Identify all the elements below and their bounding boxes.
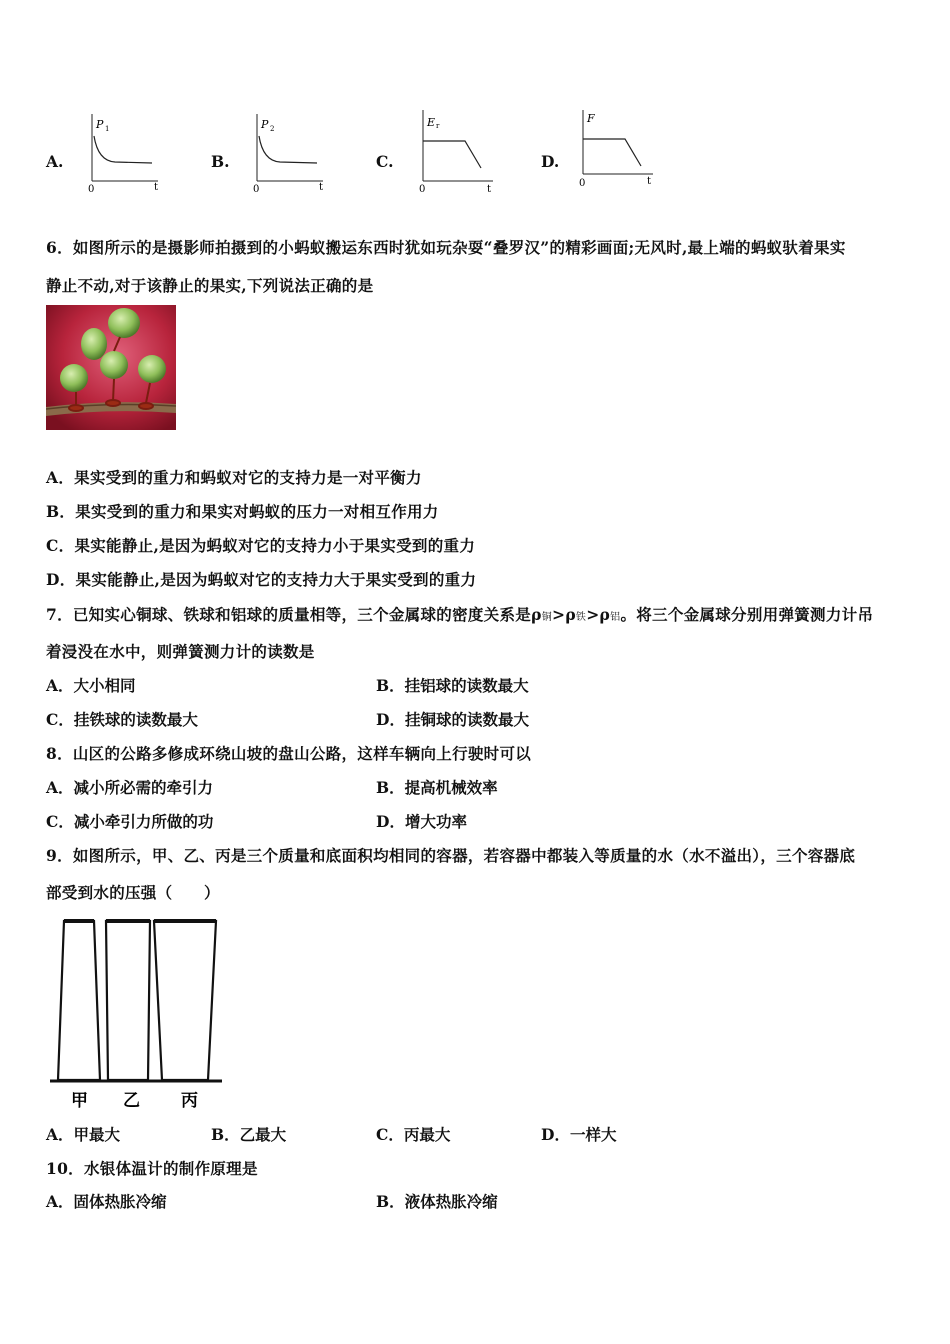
q5-a-sub: 1 [105, 125, 110, 133]
q6-option-d [46, 568, 476, 590]
q10-option-a: A．固体热胀冷缩 [46, 1192, 167, 1211]
q8-option-c: C．减小牵引力所做的功 [46, 812, 214, 831]
q9-option-a: A．甲最大 [46, 1125, 121, 1144]
q5-a-t: t [154, 182, 159, 193]
q5-option-d-letter: D. [541, 152, 560, 171]
q5-graph-d [571, 106, 661, 196]
q7-stem-line2: 着浸没在水中，则弹簧测力计的读数是 [46, 642, 315, 661]
container-bing [154, 921, 216, 1080]
q5-graph-c [411, 106, 501, 196]
q5-graph-a [80, 106, 165, 196]
q6-option-a-letter: A． [46, 468, 75, 487]
q6-option-c-letter: C． [46, 536, 75, 555]
container-yi [106, 921, 150, 1080]
q6-option-c [46, 534, 475, 556]
label-jia: 甲 [71, 1091, 88, 1111]
q6-option-b-text: 果实受到的重力和果实对蚂蚁的压力一对相互作用力 [75, 502, 439, 521]
q5-c-origin: 0 [419, 184, 426, 195]
q7-option-d: D．挂铜球的读数最大 [376, 710, 529, 729]
containers-diagram [48, 915, 228, 1115]
q8-stem-line1: 8．山区的公路多修成环绕山坡的盘山公路，这样车辆向上行驶时可以 [46, 744, 532, 763]
q6-option-d-letter: D． [46, 570, 76, 589]
q7-stem-line1: 7．已知实心铜球、铁球和铝球的质量相等，三个金属球的密度关系是ρ铜>ρ铁>ρ铝。将三个金属球分别用弹簧测力计吊 [46, 605, 874, 624]
q5-c-axis: E [427, 116, 436, 129]
q5-a-origin: 0 [88, 184, 95, 195]
q6-stem-line1: 6．如图所示的是摄影师拍摄到的小蚂蚁搬运东西时犹如玩杂耍“叠罗汉”的精彩画面;无风时,最上端的蚂蚁驮着果实 [46, 238, 846, 257]
q5-d-t: t [647, 176, 652, 187]
q5-option-b-letter: B. [211, 152, 230, 171]
q5-d-axis: F [587, 112, 595, 125]
q5-b-sub: 2 [270, 125, 275, 133]
q5-option-c-letter: C. [376, 152, 394, 171]
q8-option-a: A．减小所必需的牵引力 [46, 778, 214, 797]
q10-stem-line1: 10．水银体温计的制作原理是 [46, 1159, 258, 1178]
q7-stem-part-a: 7．已知实心铜球、铁球和铝球的质量相等，三个金属球的密度关系是 [46, 605, 532, 624]
q8-option-b: B．提高机械效率 [376, 778, 498, 797]
q5-graph-b [245, 106, 330, 196]
q9-option-d: D．一样大 [541, 1125, 617, 1144]
q6-option-c-text: 果实能静止,是因为蚂蚁对它的支持力小于果实受到的重力 [74, 536, 476, 555]
q9-stem-line1: 9．如图所示，甲、乙、丙是三个质量和底面积均相同的容器，若容器中都装入等质量的水（水不溢出），三个容器底 [46, 846, 856, 865]
q6-option-a [46, 466, 422, 488]
q6-option-b-letter: B． [46, 502, 76, 521]
q5-c-sub: r [436, 122, 440, 130]
q7-option-a: A．大小相同 [46, 676, 136, 695]
q5-a-axis: P [96, 118, 104, 131]
q10-option-b: B．液体热胀冷缩 [376, 1192, 498, 1211]
q6-option-d-text: 果实能静止,是因为蚂蚁对它的支持力大于果实受到的重力 [75, 570, 477, 589]
container-jia [58, 921, 100, 1080]
q5-option-a-letter: A. [46, 152, 64, 171]
q5-b-t: t [319, 182, 324, 193]
ant-photo [46, 305, 176, 430]
q5-b-axis: P [261, 118, 269, 131]
q5-c-t: t [487, 184, 492, 195]
q5-d-origin: 0 [579, 178, 586, 189]
q6-stem-line2: 静止不动,对于该静止的果实,下列说法正确的是 [46, 276, 374, 295]
q8-option-d: D．增大功率 [376, 812, 467, 831]
q6-option-b [46, 500, 439, 522]
q6-option-a-text: 果实受到的重力和蚂蚁对它的支持力是一对平衡力 [74, 468, 422, 487]
q9-option-b: B．乙最大 [211, 1125, 287, 1144]
q9-option-c: C．丙最大 [376, 1125, 451, 1144]
label-bing: 丙 [181, 1091, 198, 1111]
label-yi: 乙 [123, 1091, 140, 1111]
q9-stem-line2: 部受到水的压强（ ） [46, 883, 220, 902]
q7-stem-part-b: 。将三个金属球分别用弹簧测力计吊 [620, 605, 874, 624]
q7-option-c: C．挂铁球的读数最大 [46, 710, 198, 729]
q7-option-b: B．挂铝球的读数最大 [376, 676, 529, 695]
q5-b-origin: 0 [253, 184, 260, 195]
